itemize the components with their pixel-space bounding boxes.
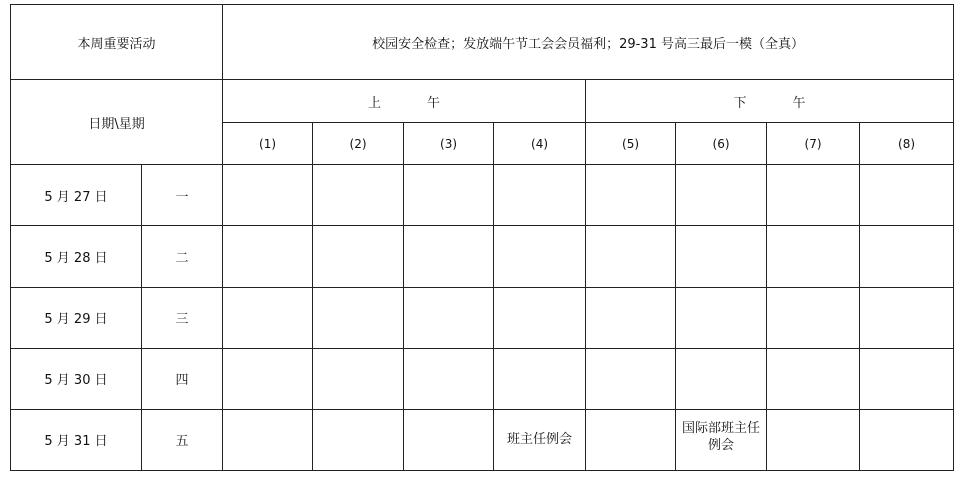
schedule-cell (767, 226, 860, 287)
schedule-cell (313, 226, 404, 287)
schedule-cell (767, 409, 860, 470)
slot-header: (4) (494, 123, 586, 165)
afternoon-header (586, 80, 954, 123)
schedule-cell (494, 226, 586, 287)
date-cell: 5 月 29 日 (11, 287, 142, 348)
schedule-cell (223, 409, 313, 470)
weekly-schedule-table (10, 4, 954, 471)
activity-content: 校园安全检查；发放端午节工会会员福利；29-31 号高三最后一模（全真） (223, 5, 954, 80)
schedule-cell (494, 287, 586, 348)
morning-label-first: 上 (368, 95, 382, 111)
schedule-cell (223, 287, 313, 348)
slot-header: (7) (767, 123, 860, 165)
half-day-header-row (11, 80, 954, 123)
table-row (11, 226, 954, 287)
schedule-cell (223, 348, 313, 409)
schedule-cell (676, 226, 767, 287)
schedule-cell (860, 287, 954, 348)
schedule-cell (313, 165, 404, 226)
intl-dept-teacher-meeting-cell: 国际部班主任例会 (676, 409, 767, 470)
table-row (11, 165, 954, 226)
date-cell: 5 月 31 日 (11, 409, 142, 470)
table-row (11, 409, 954, 470)
schedule-cell (313, 348, 404, 409)
morning-label-second: 午 (427, 95, 441, 111)
slot-header: (1) (223, 123, 313, 165)
schedule-cell (767, 287, 860, 348)
schedule-cell (586, 165, 676, 226)
schedule-cell (404, 409, 494, 470)
schedule-cell (313, 287, 404, 348)
schedule-cell (586, 348, 676, 409)
afternoon-label-first: 下 (733, 95, 747, 111)
weekday-cell: 一 (142, 165, 223, 226)
afternoon-label-second: 午 (792, 95, 806, 111)
schedule-cell (494, 165, 586, 226)
schedule-cell (767, 165, 860, 226)
slot-header: (8) (860, 123, 954, 165)
schedule-cell (767, 348, 860, 409)
homeroom-teacher-meeting-cell: 班主任例会 (494, 409, 586, 470)
schedule-cell (313, 409, 404, 470)
date-cell: 5 月 27 日 (11, 165, 142, 226)
slot-header: (2) (313, 123, 404, 165)
weekday-cell: 五 (142, 409, 223, 470)
weekday-cell: 二 (142, 226, 223, 287)
activity-row (11, 5, 954, 80)
morning-header (223, 80, 586, 123)
schedule-cell (223, 165, 313, 226)
table-row (11, 287, 954, 348)
schedule-cell (860, 165, 954, 226)
schedule-cell (494, 348, 586, 409)
schedule-cell (676, 348, 767, 409)
schedule-cell (404, 348, 494, 409)
weekday-cell: 三 (142, 287, 223, 348)
date-cell: 5 月 28 日 (11, 226, 142, 287)
schedule-cell (223, 226, 313, 287)
schedule-cell (404, 226, 494, 287)
activity-label: 本周重要活动 (11, 5, 223, 80)
weekday-cell: 四 (142, 348, 223, 409)
slot-header: (5) (586, 123, 676, 165)
schedule-cell (676, 165, 767, 226)
schedule-cell (860, 226, 954, 287)
schedule-cell (586, 409, 676, 470)
date-weekday-header: 日期\星期 (11, 80, 223, 165)
schedule-cell (860, 409, 954, 470)
schedule-cell (586, 226, 676, 287)
date-cell: 5 月 30 日 (11, 348, 142, 409)
schedule-cell (586, 287, 676, 348)
schedule-cell (860, 348, 954, 409)
table-row (11, 348, 954, 409)
schedule-cell (404, 287, 494, 348)
slot-header: (3) (404, 123, 494, 165)
slot-header: (6) (676, 123, 767, 165)
schedule-cell (676, 287, 767, 348)
schedule-cell (404, 165, 494, 226)
